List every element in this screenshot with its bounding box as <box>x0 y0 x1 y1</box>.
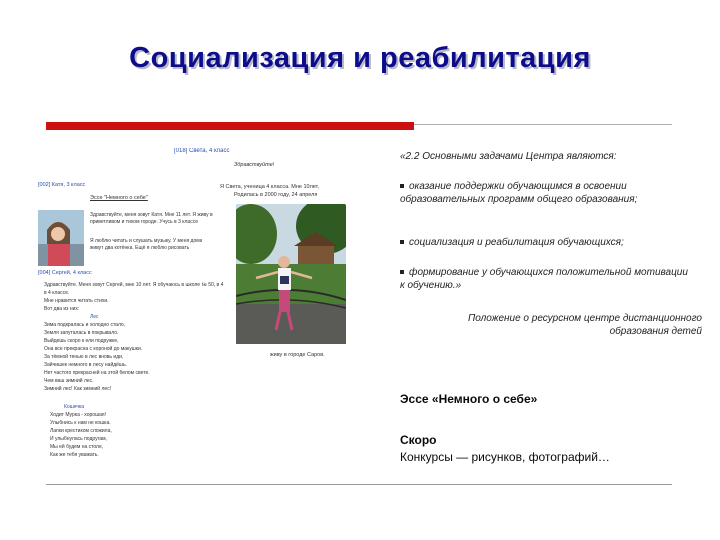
poem-line: Она все прекрасна с короной до макушки. <box>44 346 143 352</box>
poem-line: Ходит Мурка - хорошая! <box>50 412 106 418</box>
accent-bar <box>46 122 414 130</box>
poem-line: Зайчишек немного в лесу найдёшь. <box>44 362 127 368</box>
task-bullet <box>400 236 690 249</box>
essay-text: живут два котёнка. Ещё я люблю рисовать <box>90 245 190 251</box>
task-bullet <box>400 266 690 292</box>
poem-line: Нет частого прекрасней на этой белом свете. <box>44 370 150 376</box>
task-text: формирование у обучающихся положительной мотивации к обучению.» <box>400 267 688 291</box>
tasks-intro: «2.2 Основными задачами Центра являются: <box>400 151 617 162</box>
essay-text: Здравствуйте. Меня зовут Сергей, мне 10 лет. Я обучаюсь в школе № 50, в 4 <box>44 282 224 288</box>
essay-link: Эссе «Немного о себе» <box>400 392 538 406</box>
upcoming-block <box>400 432 610 466</box>
essay-text: приветливом и тихом городе. Учусь в 3 классе <box>90 219 198 225</box>
poem-line: Выйдешь скоро к ели подружке, <box>44 338 119 344</box>
poem-line: Лапки крестиком сложила, <box>50 428 112 434</box>
bullet-icon <box>400 240 404 244</box>
task-text: социализация и реабилитация обучающихся; <box>409 237 624 248</box>
bottom-divider <box>46 484 672 485</box>
poem-line: За тёмной тенью в лес вновь иди, <box>44 354 124 360</box>
poem-title: Лес <box>90 314 99 320</box>
essay-text: Здравствуйте, меня зовут Катя. Мне 11 лет. Я живу в <box>90 212 213 218</box>
poem-line: Как же тебя уважать. <box>50 452 99 458</box>
upcoming-text: Конкурсы — рисунков, фотографий… <box>400 450 610 464</box>
portrait-image <box>38 210 84 266</box>
task-text: оказание поддержки обучающимся в освоении образовательных программ общего образования; <box>400 181 638 205</box>
photo-girl-in-garden <box>236 204 346 344</box>
poem-line: Чем ваш зимний лес. <box>44 378 94 384</box>
essay-text: Я люблю читать и слушать музыку. У меня дома <box>90 238 203 244</box>
poem-line: Зимний лес! Как зимний лес! <box>44 386 112 392</box>
city-note: живу в городе Саров. <box>270 352 325 358</box>
essay-header: [018] Света, 4 класс <box>174 148 230 154</box>
poem-line: Улыбнись к нам не кошка. <box>50 420 111 426</box>
essay-text: Вот два из них: <box>44 306 80 312</box>
intro-line: Я Света, ученица 4 класса. Мне 10лет. <box>220 184 320 190</box>
poem-line: Зима подкралась и холодно стало, <box>44 322 126 328</box>
slide-title: Социализация и реабилитация <box>129 42 591 74</box>
task-bullet <box>400 180 690 206</box>
essay-text: в 4 классе. <box>44 290 70 296</box>
poem-title: Кошечка <box>64 404 85 410</box>
essay-text: Мне нравится читать стихи. <box>44 298 109 304</box>
bullet-icon <box>400 270 404 274</box>
essay-caption: Эссе "Немного о себе" <box>90 195 148 201</box>
source-citation: Положение о ресурсном центре дистанционного образования детей <box>468 313 702 337</box>
poem-line: Мы ей будем на столе, <box>50 444 104 450</box>
photo-girl-portrait <box>38 210 84 266</box>
essay-header: [002] Катя, 3 класс <box>38 182 86 188</box>
poem-line: Земля запуталась в покрывало. <box>44 330 119 336</box>
garden-photo-image <box>236 204 346 344</box>
pupil-essays-collage <box>30 146 336 474</box>
greeting: Здравствуйте! <box>234 162 275 168</box>
essay-header: [004] Сергей, 4 класс <box>38 270 92 276</box>
essay-page-sergey <box>34 270 234 474</box>
poem-line: И улыбнулась подругам, <box>50 436 107 442</box>
upcoming-heading: Скоро <box>400 433 437 447</box>
bullet-icon <box>400 184 404 188</box>
intro-line: Родилась в 2000 году, 24 апреля <box>234 192 318 198</box>
